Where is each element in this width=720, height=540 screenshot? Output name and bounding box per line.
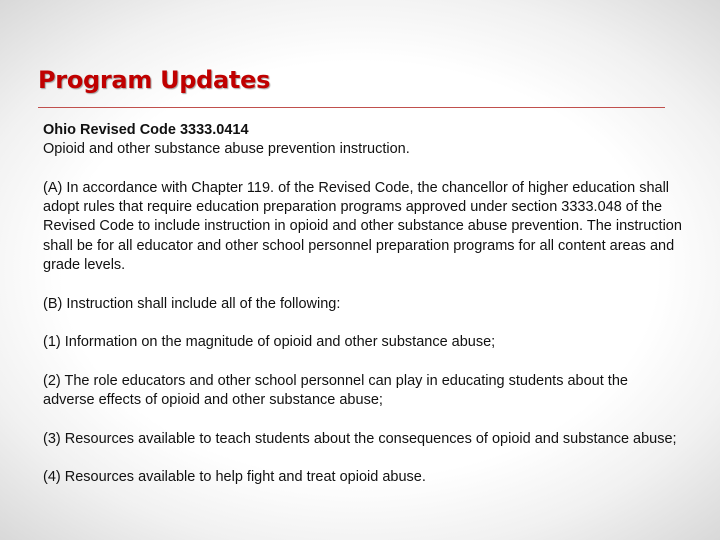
title-divider xyxy=(38,107,665,108)
list-item-2: (2) The role educators and other school personnel can play in educating students about the adverse effects of opioid and other substance abuse; xyxy=(43,372,628,409)
paragraph-a: (A) In accordance with Chapter 119. of the Revised Code, the chancellor of higher education shall adopt rules that require education preparation programs approved under section 3333.048 of the Revised Code to include instruction in opioid and other substance abuse prevention. The instruction shall be for all educator and other school personnel preparation programs for all content areas and grade levels. xyxy=(43,179,682,274)
list-item-1: (1) Information on the magnitude of opioid and other substance abuse; xyxy=(43,334,496,351)
code-heading: Ohio Revised Code 3333.0414 xyxy=(43,122,249,138)
paragraph-b: (B) Instruction shall include all of the following: xyxy=(43,295,341,312)
list-item-3: (3) Resources available to teach students about the consequences of opioid and substance abuse; xyxy=(43,430,677,447)
code-subtitle: Opioid and other substance abuse prevention instruction. xyxy=(43,141,410,158)
slide-title: Program Updates xyxy=(38,66,271,94)
slide-body xyxy=(43,121,683,488)
list-item-4: (4) Resources available to help fight and treat opioid abuse. xyxy=(43,469,426,486)
